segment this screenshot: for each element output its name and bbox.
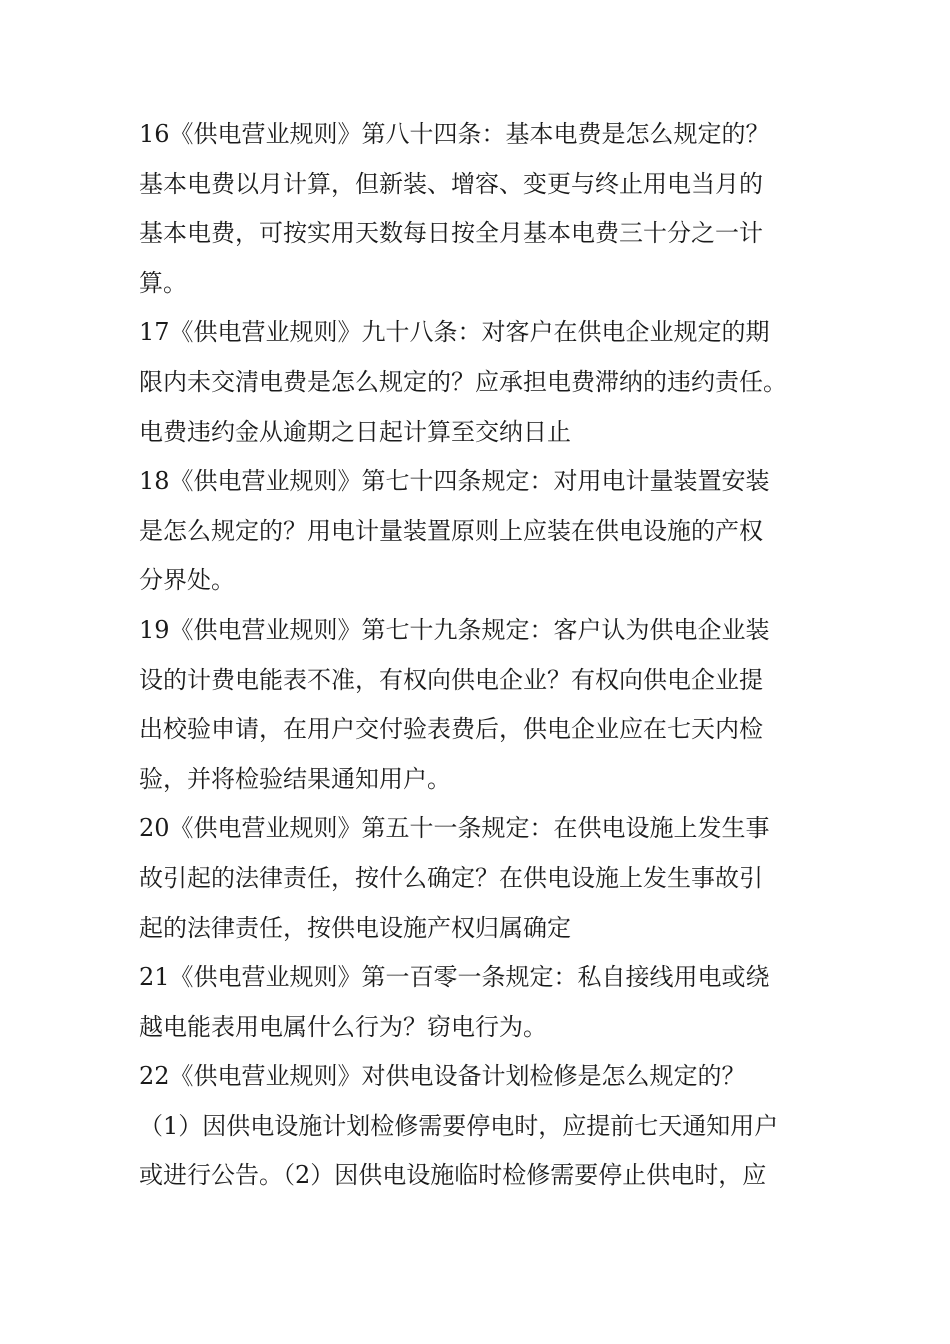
- text-line: 分界处。: [139, 566, 235, 595]
- text-line: 基本电费以月计算，但新装、增容、变更与终止用电当月的: [139, 169, 763, 198]
- text-line: 22《供电营业规则》对供电设备计划检修是怎么规定的？: [139, 1062, 746, 1091]
- text-line: 验，并将检验结果通知用户。: [139, 764, 451, 793]
- text-line: 18《供电营业规则》第七十四条规定：对用电计量装置安装: [139, 467, 770, 496]
- text-line: 17《供电营业规则》九十八条：对客户在供电企业规定的期: [139, 318, 770, 347]
- text-line: 限内未交清电费是怎么规定的？应承担电费滞纳的违约责任。: [139, 367, 787, 396]
- text-line: 20《供电营业规则》第五十一条规定：在供电设施上发生事: [139, 814, 770, 843]
- text-line: 21《供电营业规则》第一百零一条规定：私自接线用电或绕: [139, 963, 770, 992]
- text-line: 16《供电营业规则》第八十四条：基本电费是怎么规定的？: [139, 120, 770, 148]
- text-line: 或进行公告。（2）因供电设施临时检修需要停止供电时，应: [139, 1161, 767, 1190]
- text-line: 基本电费，可按实用天数每日按全月基本电费三十分之一计: [139, 219, 763, 248]
- text-line: （1）因供电设施计划检修需要停电时，应提前七天通知用户: [139, 1111, 779, 1140]
- text-line: 越电能表用电属什么行为？窃电行为。: [139, 1012, 547, 1041]
- text-line: 起的法律责任，按供电设施产权归属确定: [139, 913, 571, 942]
- text-line: 电费违约金从逾期之日起计算至交纳日止: [139, 417, 571, 446]
- document-body: [139, 110, 829, 1201]
- text-line: 19《供电营业规则》第七十九条规定：客户认为供电企业装: [139, 615, 770, 644]
- text-line: 设的计费电能表不准，有权向供电企业？有权向供电企业提: [139, 665, 763, 694]
- text-line: 故引起的法律责任，按什么确定？在供电设施上发生事故引: [139, 863, 763, 892]
- text-line: 算。: [139, 268, 187, 297]
- text-line: 是怎么规定的？用电计量装置原则上应装在供电设施的产权: [139, 516, 763, 545]
- text-line: 出校验申请，在用户交付验表费后，供电企业应在七天内检: [139, 715, 763, 744]
